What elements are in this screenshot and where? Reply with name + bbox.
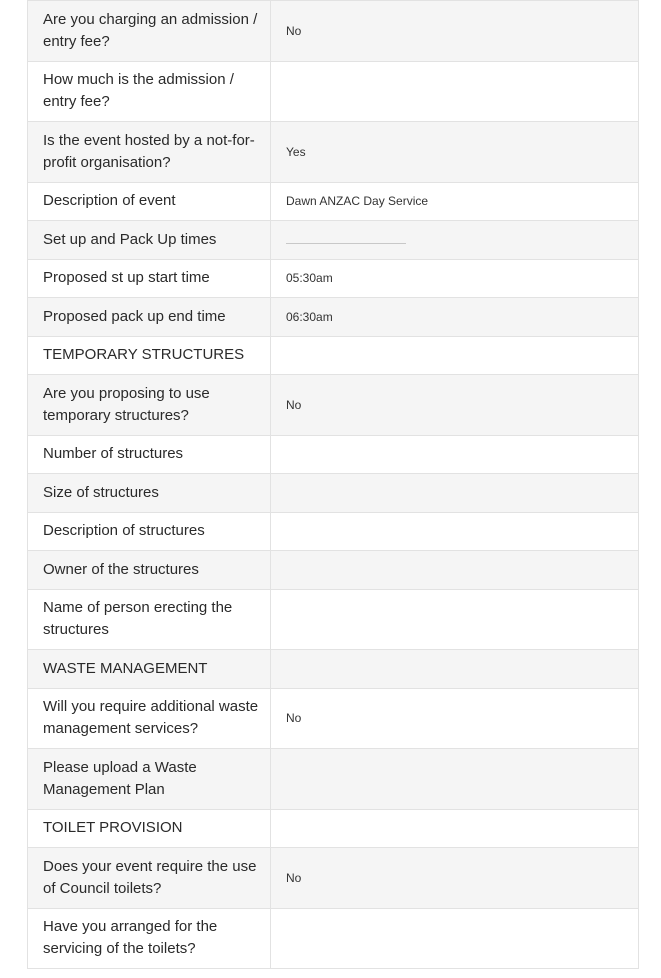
row-value	[271, 474, 638, 512]
row-value	[271, 183, 638, 221]
table-row	[28, 1, 638, 62]
row-label: Set up and Pack Up times	[28, 221, 271, 259]
row-value-text: 06:30am	[286, 309, 333, 324]
table-row	[28, 221, 638, 260]
table-row	[28, 474, 638, 513]
row-label: Proposed st up start time	[28, 260, 271, 298]
table-row	[28, 298, 638, 337]
event-details-table	[27, 0, 639, 969]
row-label: Have you arranged for the servicing of the toilets?	[28, 909, 271, 969]
row-label: Please upload a Waste Management Plan	[28, 749, 271, 809]
row-value	[271, 689, 638, 749]
table-row	[28, 62, 638, 123]
row-value	[271, 62, 638, 122]
row-value-text: Dawn ANZAC Day Service	[286, 194, 429, 209]
row-value	[271, 1, 638, 61]
table-row	[28, 337, 638, 376]
row-label: Are you proposing to use temporary structures?	[28, 375, 271, 435]
table-row	[28, 650, 638, 689]
empty-value-line	[286, 243, 406, 244]
row-label: Are you charging an admission / entry fee?	[28, 1, 271, 61]
row-value	[271, 260, 638, 298]
row-value	[271, 436, 638, 474]
row-value	[271, 909, 638, 969]
row-label: Will you require additional waste management services?	[28, 689, 271, 749]
row-value	[271, 810, 638, 848]
row-label: Description of structures	[28, 513, 271, 551]
row-label: Size of structures	[28, 474, 271, 512]
row-label: How much is the admission / entry fee?	[28, 62, 271, 122]
row-label: Is the event hosted by a not-for-profit organisation?	[28, 122, 271, 182]
row-value	[271, 551, 638, 589]
row-value	[271, 221, 638, 259]
row-label: Number of structures	[28, 436, 271, 474]
table-row	[28, 513, 638, 552]
row-value-text: No	[286, 711, 302, 726]
row-value	[271, 375, 638, 435]
row-label: Owner of the structures	[28, 551, 271, 589]
row-label: Description of event	[28, 183, 271, 221]
row-value	[271, 848, 638, 908]
row-value	[271, 337, 638, 375]
row-value-text: 05:30am	[286, 271, 333, 286]
row-value-text: No	[286, 397, 302, 412]
table-row	[28, 122, 638, 183]
table-row	[28, 909, 638, 970]
row-value-text: No	[286, 870, 302, 885]
table-row	[28, 436, 638, 475]
row-label: Does your event require the use of Council toilets?	[28, 848, 271, 908]
row-label: TOILET PROVISION	[28, 810, 271, 848]
row-value	[271, 749, 638, 809]
row-value	[271, 122, 638, 182]
table-row	[28, 183, 638, 222]
table-row	[28, 590, 638, 651]
table-row	[28, 810, 638, 849]
table-row	[28, 260, 638, 299]
row-label: Proposed pack up end time	[28, 298, 271, 336]
table-row	[28, 848, 638, 909]
row-label: Name of person erecting the structures	[28, 590, 271, 650]
row-value	[271, 298, 638, 336]
row-value-text: Yes	[286, 144, 306, 159]
row-value	[271, 590, 638, 650]
row-label: TEMPORARY STRUCTURES	[28, 337, 271, 375]
table-row	[28, 749, 638, 810]
row-label: WASTE MANAGEMENT	[28, 650, 271, 688]
row-value	[271, 650, 638, 688]
table-row	[28, 551, 638, 590]
table-row	[28, 689, 638, 750]
table-row	[28, 375, 638, 436]
row-value	[271, 513, 638, 551]
row-value-text: No	[286, 23, 302, 38]
